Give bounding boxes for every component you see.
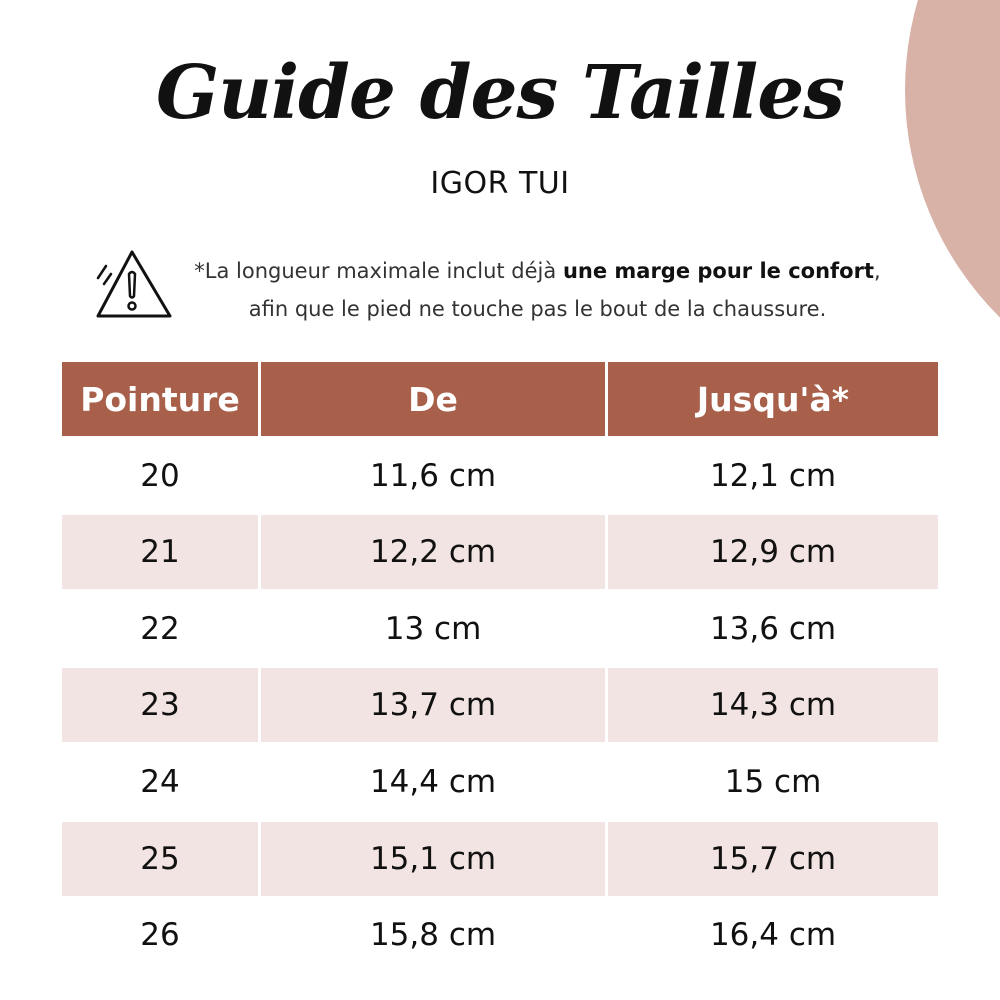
min-length-cell: 12,2 cm: [261, 515, 605, 589]
header-pointure: Pointure: [62, 362, 258, 436]
size-cell: 20: [140, 457, 180, 494]
note-emphasis: une marge pour le confort: [562, 259, 874, 283]
table-row: [62, 592, 938, 666]
header-jusqua: Jusqu'à*: [608, 362, 938, 436]
min-length-cell: 13 cm: [384, 610, 482, 647]
table-row: [62, 822, 938, 896]
min-length-cell: 15,8 cm: [369, 917, 497, 954]
min-length-cell: 11,6 cm: [369, 457, 497, 494]
note-text-end: ,: [874, 259, 881, 283]
table-row: [62, 745, 938, 819]
page-title: Guide des Tailles: [156, 50, 844, 136]
comfort-note: [165, 252, 910, 328]
size-cell: 21: [62, 515, 258, 589]
max-length-cell: 12,9 cm: [608, 515, 938, 589]
note-line-1: [165, 252, 910, 290]
table-row: [62, 515, 938, 589]
min-length-cell: 14,4 cm: [369, 763, 497, 800]
table-row: [62, 898, 938, 972]
note-text-start: *La longueur maximale inclut déjà: [194, 259, 563, 283]
min-length-cell: 15,1 cm: [261, 822, 605, 896]
table-header-row: [62, 362, 938, 436]
note-line-2: afin que le pied ne touche pas le bout de la chaussure.: [248, 297, 827, 321]
max-length-cell: 15,7 cm: [608, 822, 938, 896]
min-length-cell: 13,7 cm: [261, 668, 605, 742]
size-cell: 22: [140, 610, 180, 647]
table-row: [62, 439, 938, 513]
max-length-cell: 12,1 cm: [709, 457, 837, 494]
header-de: De: [261, 362, 605, 436]
size-cell: 25: [62, 822, 258, 896]
size-table: [62, 362, 938, 975]
max-length-cell: 14,3 cm: [608, 668, 938, 742]
max-length-cell: 13,6 cm: [709, 610, 837, 647]
size-cell: 24: [140, 763, 180, 800]
page-subtitle: IGOR TUI: [430, 166, 570, 201]
size-cell: 26: [140, 917, 180, 954]
max-length-cell: 16,4 cm: [709, 917, 837, 954]
table-row: [62, 668, 938, 742]
max-length-cell: 15 cm: [724, 763, 822, 800]
size-cell: 23: [62, 668, 258, 742]
